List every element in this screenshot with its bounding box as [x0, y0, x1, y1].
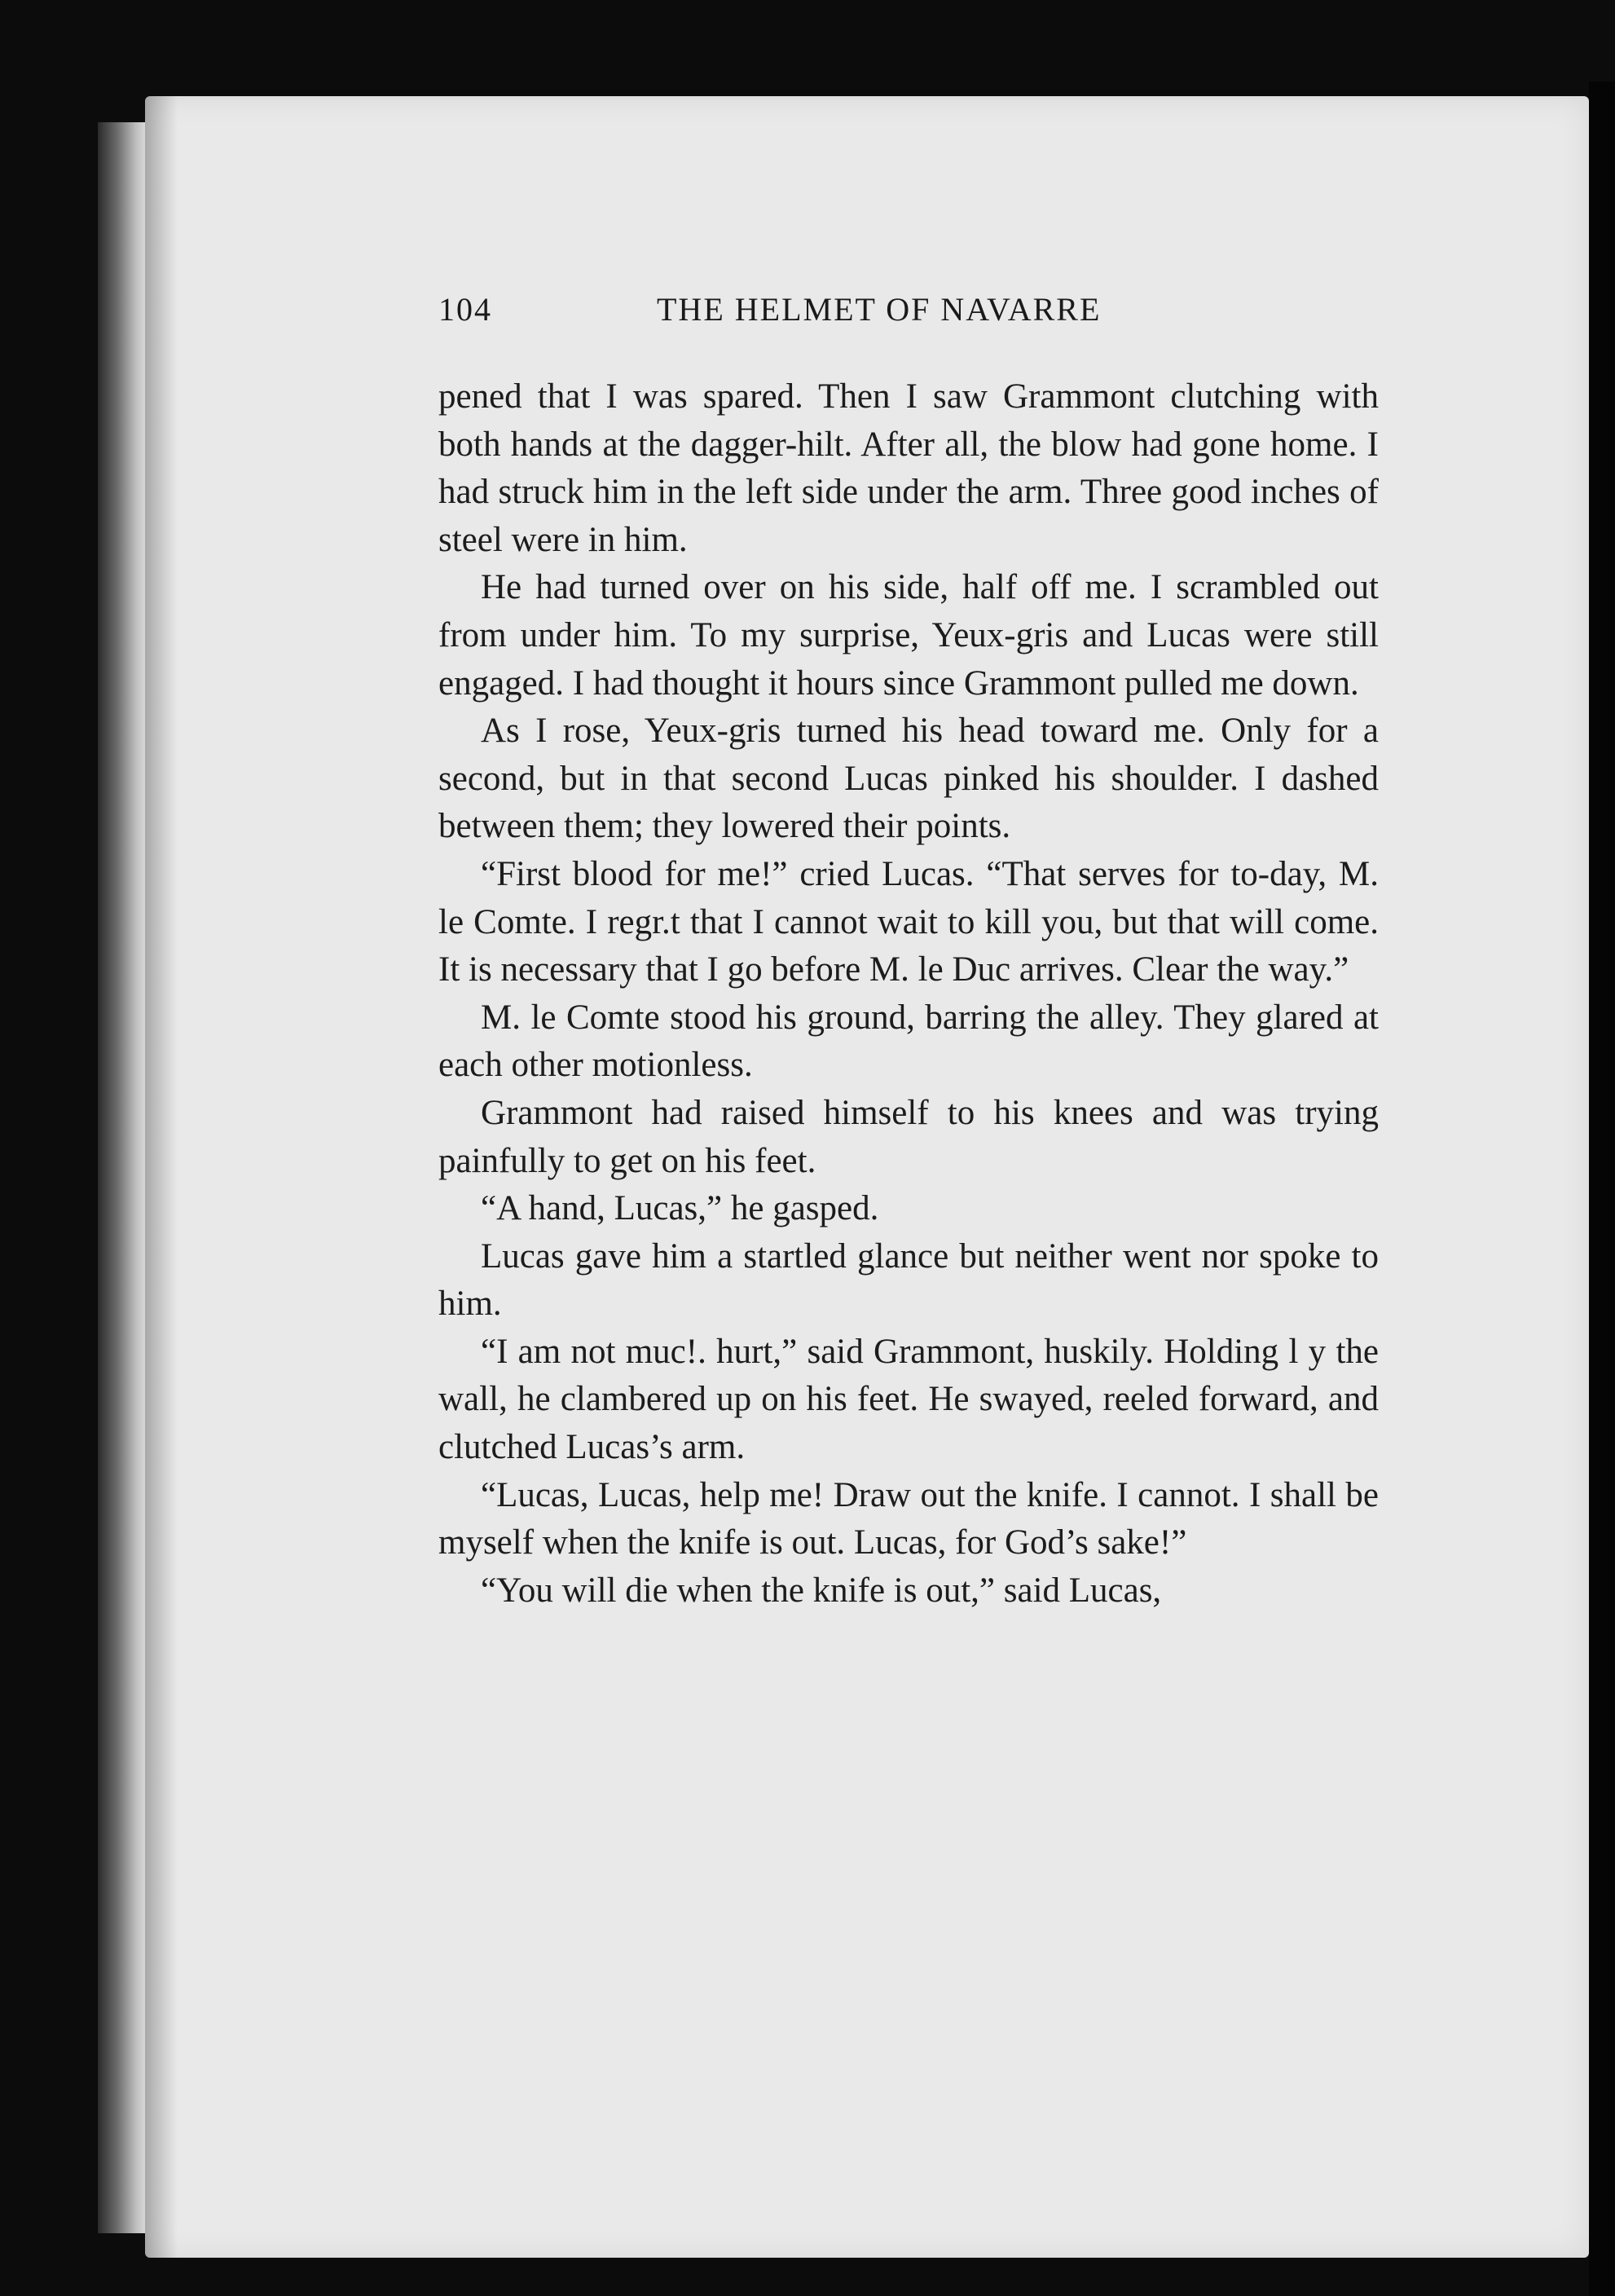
paragraph: Lucas gave him a startled glance but neither went nor spoke to him.	[438, 1236, 1379, 1324]
paragraph: “I am not muc!. hurt,” said Grammont, huskily. Holding l y the wall, he clambered up on his feet. He swayed, reeled forward, and clutched Lucas’s arm.	[438, 1332, 1379, 1467]
paragraph: “Lucas, Lucas, help me! Draw out the knife. I cannot. I shall be myself when the knife is out. Lucas, for God’s sake!”	[438, 1475, 1379, 1562]
scan-border	[1589, 82, 1615, 2296]
book-spine	[98, 122, 145, 2233]
page-gutter-shadow	[145, 96, 178, 2258]
page-number: 104	[438, 291, 492, 328]
paragraph: M. le Comte stood his ground, barring the alley. They glared at each other motionless.	[438, 998, 1379, 1085]
paragraph: “First blood for me!” cried Lucas. “That serves for to-day, M. le Comte. I regr.t that I cannot wait to kill you, but that will come. It is necessary that I go before M. le Duc arrives. Clear the way.”	[438, 854, 1379, 989]
paragraph: “You will die when the knife is out,” said Lucas,	[481, 1571, 1162, 1610]
running-title: THE HELMET OF NAVARRE	[657, 291, 1102, 328]
paragraph: Grammont had raised himself to his knees and was trying painfully to get on his feet.	[438, 1093, 1379, 1180]
paragraph: He had turned over on his side, half off me. I scrambled out from under him. To my surprise, Yeux-gris and Lucas were still engaged. I had thought it hours since Grammont pulled me down.	[438, 568, 1379, 703]
body-text	[438, 373, 1379, 1615]
paragraph: “A hand, Lucas,” he gasped.	[481, 1189, 879, 1228]
paragraph: pened that I was spared. Then I saw Grammont clutching with both hands at the dagger-hilt. After all, the blow had gone home. I had struck him in the left side under the arm. Three good inches of steel were in him.	[438, 377, 1379, 559]
paragraph: As I rose, Yeux-gris turned his head toward me. Only for a second, but in that second Lucas pinked his shoulder. I dashed between them; they lowered their points.	[438, 712, 1379, 846]
running-head	[438, 290, 1375, 339]
